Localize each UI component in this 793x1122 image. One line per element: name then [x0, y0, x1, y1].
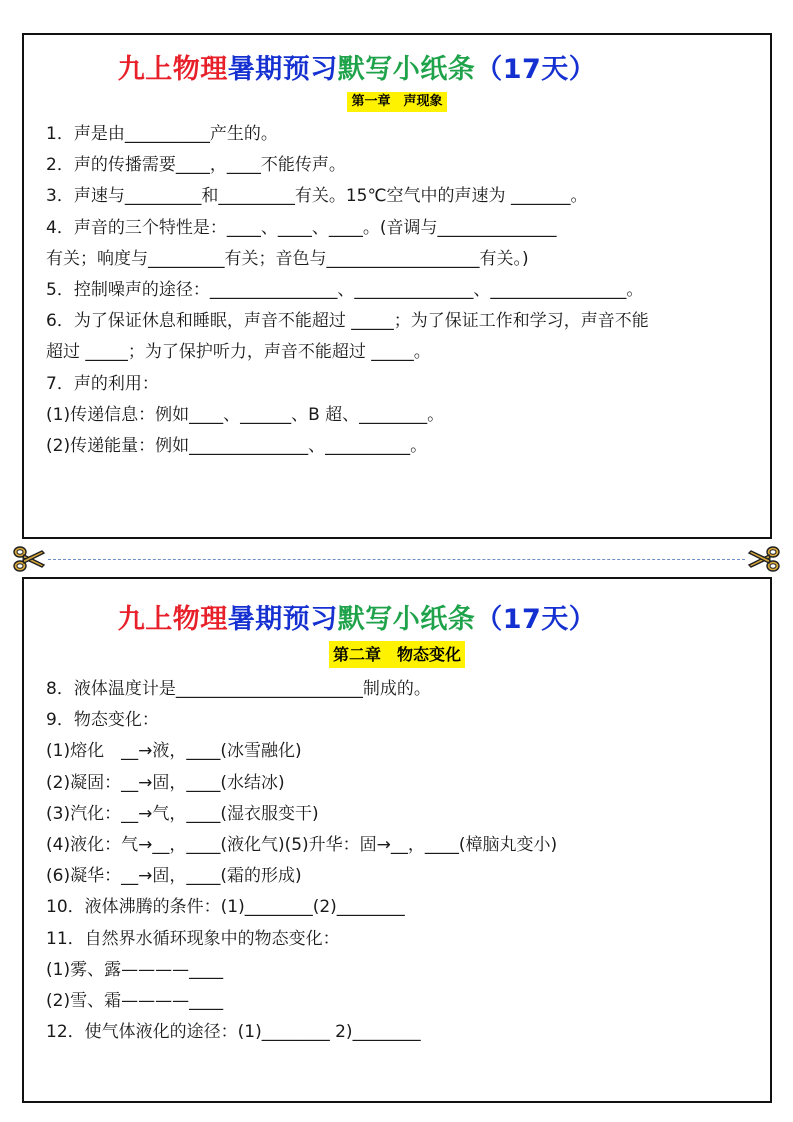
question-line: 11．自然界水循环现象中的物态变化：: [46, 928, 340, 949]
chapter-label: 第二章 物态变化: [329, 641, 465, 668]
title-part-green: 默写小纸条: [337, 54, 476, 85]
dictation-card-chapter-2: [22, 577, 772, 1103]
title-part-green: 默写小纸条: [337, 604, 476, 635]
question-line: 3．声速与_________和_________有关。15℃空气中的声速为 _______。: [46, 186, 588, 207]
question-line: (2)雪、霜————____: [46, 990, 224, 1011]
question-line: (2)传递能量：例如______________、__________。: [46, 435, 428, 456]
card-title: [0, 597, 730, 636]
question-line: (3)汽化：__→气，____(湿衣服变干): [46, 803, 319, 824]
dictation-card-chapter-1: [22, 33, 772, 539]
question-line: (2)凝固：__→固，____(水结冰): [46, 772, 285, 793]
question-line: 2．声的传播需要____，____不能传声。: [46, 155, 346, 176]
question-line: 7．声的利用：: [46, 373, 159, 394]
title-part-blue: 暑期预习: [227, 604, 338, 635]
title-part-blue: 暑期预习: [227, 54, 338, 85]
question-line: 1．声是由__________产生的。: [46, 124, 278, 144]
question-line: (1)传递信息：例如____、______、B 超、________。: [46, 404, 445, 425]
cut-line-divider: [48, 559, 745, 560]
question-list: [46, 119, 756, 462]
question-line: (6)凝华：__→固，____(霜的形成): [46, 866, 302, 887]
scissors-icon: [747, 543, 781, 575]
question-line: 超过 _____；为了保护听力，声音不能超过 _____。: [46, 342, 431, 363]
question-line: 6．为了保证休息和睡眠，声音不能超过 _____；为了保证工作和学习，声音不能: [46, 311, 649, 332]
title-part-red: 九上物理: [117, 54, 228, 85]
question-line: 4．声音的三个特性是：____、____、____。(音调与______________: [46, 217, 557, 238]
chapter-heading: [24, 90, 770, 112]
question-line: (1)熔化 __→液，____(冰雪融化): [46, 741, 302, 762]
scissors-icon: [12, 543, 46, 575]
question-line: (4)液化：气→__，____(液化气)(5)升华：固→__，____(樟脑丸变小): [46, 834, 558, 855]
question-line: 9．物态变化：: [46, 710, 159, 731]
question-line: 8．液体温度计是______________________制成的。: [46, 679, 431, 699]
title-part-days: （17天）: [475, 604, 597, 635]
question-line: 5．控制噪声的途径：_______________、______________、________________。: [46, 279, 644, 300]
chapter-heading: [24, 641, 770, 668]
question-line: 12．使气体液化的途径：(1)________ 2)________: [46, 1022, 421, 1043]
question-line: 10．液体沸腾的条件：(1)________(2)________: [46, 897, 405, 918]
chapter-label: 第一章 声现象: [347, 92, 446, 112]
card-title: [0, 47, 730, 86]
title-part-days: （17天）: [475, 54, 597, 85]
question-line: (1)雾、露————____: [46, 959, 224, 980]
question-list: [46, 674, 756, 1048]
title-part-red: 九上物理: [117, 604, 228, 635]
question-line: 有关；响度与_________有关；音色与__________________有关。): [46, 248, 529, 269]
